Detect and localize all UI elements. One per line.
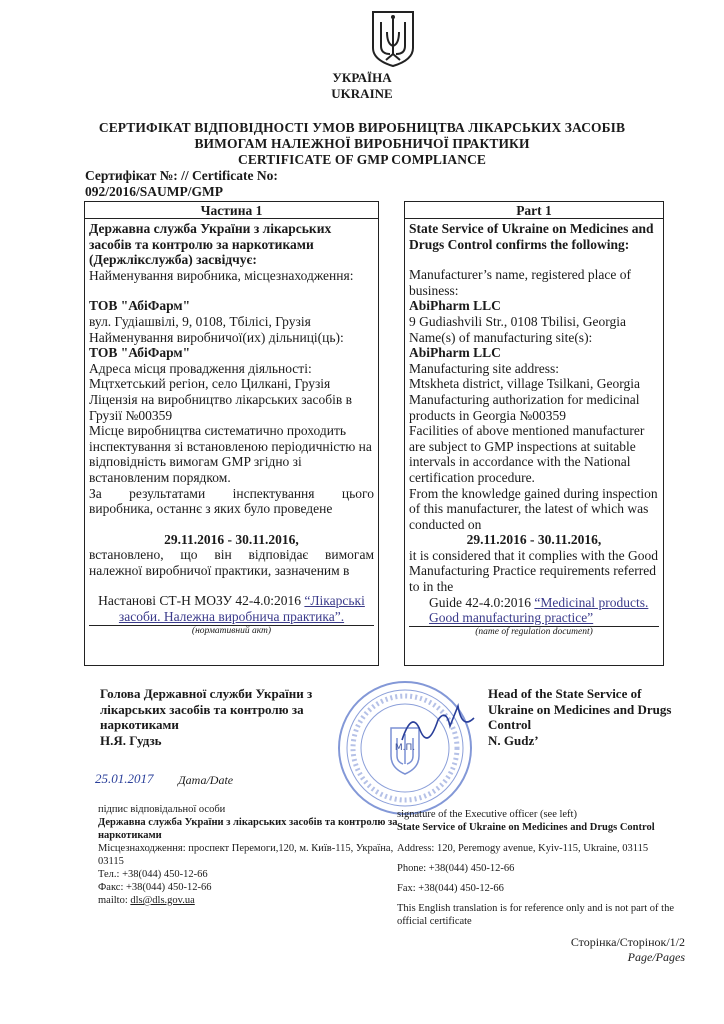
results-text-uk-line1: За результатами інспектування цього — [89, 485, 374, 501]
country-name-en: UKRAINE — [331, 86, 393, 101]
mail-prefix: mailto: — [98, 895, 131, 906]
page-counter-en: Page/Pages — [627, 950, 685, 964]
org-tel-uk: Тел.: +38(044) 450-12-66 — [98, 869, 208, 880]
country-name-uk: УКРАЇНА — [332, 70, 392, 85]
guide-prefix-en: Guide 42-4.0:2016 — [429, 594, 535, 610]
part-column-uk — [84, 219, 379, 666]
site-address-uk: Мцтхетський регіон, село Цилкані, Грузія — [89, 376, 331, 392]
email-link[interactable]: dls@dls.gov.ua — [130, 895, 195, 906]
certificate-title-uk-line2: ВИМОГАМ НАЛЕЖНОЇ ВИРОБНИЧОЇ ПРАКТИКИ — [194, 136, 530, 151]
trident-coat-of-arms-icon — [370, 10, 416, 68]
org-address-uk: Місцезнаходження: проспект Перемоги,120, м. Київ-115, Україна, 03115 — [98, 843, 394, 867]
license-uk: Ліцензія на виробництво лікарських засобів в Грузії №00359 — [89, 391, 353, 423]
site-address-label-uk: Адреса місця провадження діяльності: — [89, 360, 312, 376]
signatory-block-en — [488, 686, 688, 748]
manufacturer-name-uk: ТОВ "АбіФарм" — [89, 298, 191, 314]
seal-mark-text: М.П. — [394, 743, 416, 753]
contacts-uk — [98, 803, 398, 907]
manufacturer-address-uk: вул. Гудіашвілі, 9, 0108, Тбілісі, Грузія — [89, 313, 311, 329]
guide-reference-uk — [89, 593, 374, 625]
signatory-block-uk — [100, 686, 360, 748]
guide-reference-en — [409, 595, 659, 627]
inspection-text-en: Facilities of above mentioned manufacturer are subject to GMP inspections at suitable intervals in accordance with the National certification procedure. — [409, 423, 645, 485]
sites-label-en: Name(s) of manufacturing site(s): — [409, 329, 593, 345]
contacts-en — [397, 808, 697, 928]
certificate-number-label: Сертифікат №: // Certificate No: — [85, 168, 278, 183]
translation-disclaimer: This English translation is for reference only and is not part of the official certificate — [397, 903, 675, 927]
head-title-en: Head of the State Service of Ukraine on Medicines and Drugs Control — [488, 686, 672, 732]
guide-prefix-uk: Настанові СТ-Н МОЗУ 42-4.0:2016 — [98, 593, 305, 609]
org-fax-uk: Факс: +38(044) 450-12-66 — [98, 882, 212, 893]
site-address-en: Mtskheta district, village Tsilkani, Georgia — [409, 376, 641, 392]
knowledge-text-en: From the knowledge gained during inspection of this manufacturer, the latest of which was conducted on — [409, 485, 658, 532]
complies-text-uk-line2: належної виробничої практики, зазначеним в — [89, 562, 350, 578]
part-heading-uk: Частина 1 — [84, 201, 379, 219]
guide-note-uk: (нормативний акт) — [191, 625, 272, 636]
site-address-label-en: Manufacturing site address: — [409, 360, 559, 376]
head-name-uk: Н.Я. Гудзь — [100, 732, 162, 748]
site-name-uk: ТОВ "АбіФарм" — [89, 345, 191, 361]
signature-note-uk: підпис відповідальної особи — [98, 804, 226, 815]
authority-statement-uk: Державна служба України з лікарських засобів та контролю за наркотиками (Держлікслужба) засвідчує: — [89, 221, 332, 268]
manufacturer-label-uk: Найменування виробника, місцезнаходження: — [89, 267, 354, 283]
manufacturer-address-en: 9 Gudiashvili Str., 0108 Tbilisi, Georgia — [409, 313, 627, 329]
org-phone-en: Phone: +38(044) 450-12-66 — [397, 863, 515, 874]
certificate-title-en: CERTIFICATE OF GMP COMPLIANCE — [237, 152, 487, 167]
part-heading-en: Part 1 — [404, 201, 664, 219]
org-mail-uk — [98, 894, 398, 907]
head-name-en: N. Gudz’ — [488, 732, 539, 748]
inspection-text-uk: Місце виробництва систематично проходить інспектування зі встановленою періодичністю на відповідність вимогам GMP згідно зі встановленим порядком. — [89, 423, 372, 485]
signature-note-en: signature of the Executive officer (see left) — [397, 809, 577, 820]
complies-text-uk-line1: встановлено, що він відповідає вимогам — [89, 547, 374, 563]
part-column-en — [404, 219, 664, 666]
org-name-uk: Державна служба України з лікарських засобів та контролю за наркотиками — [98, 817, 398, 841]
inspection-dates-en: 29.11.2016 - 30.11.2016, — [466, 532, 602, 548]
authority-statement-en: State Service of Ukraine on Medicines and Drugs Control confirms the following: — [409, 221, 654, 252]
org-address-en: Address: 120, Peremogy avenue, Kyiv-115, Ukraine, 03115 — [397, 843, 649, 854]
page-counter-uk: Сторінка/Сторінок/1/2 — [570, 935, 685, 949]
handwritten-date: 25.01.2017 — [95, 771, 154, 786]
sites-label-uk: Найменування виробничої(их) дільниці(ць): — [89, 329, 344, 345]
org-fax-en: Fax: +38(044) 450-12-66 — [397, 883, 504, 894]
org-name-en: State Service of Ukraine on Medicines and Drugs Control — [397, 822, 655, 833]
manufacturer-label-en: Manufacturer’s name, registered place of business: — [409, 267, 632, 298]
guide-note-en: (name of regulation document) — [475, 626, 593, 637]
certificate-title-uk-line1: СЕРТИФІКАТ ВІДПОВІДНОСТІ УМОВ ВИРОБНИЦТВА ЛІКАРСЬКИХ ЗАСОБІВ — [98, 120, 626, 135]
date-label: Дата/Date — [178, 773, 234, 787]
handwritten-signature-icon — [398, 700, 478, 750]
license-en: Manufacturing authorization for medicinal products in Georgia №00359 — [409, 391, 640, 423]
complies-text-en: it is considered that it complies with the Good Manufacturing Practice requirements referred to in the — [409, 547, 658, 595]
inspection-dates-uk: 29.11.2016 - 30.11.2016, — [164, 531, 299, 547]
guide-link-en[interactable]: “Medicinal products. Good manufacturing practice” — [429, 594, 649, 626]
manufacturer-name-en: AbiPharm LLC — [409, 298, 501, 314]
guide-link-uk[interactable]: “Лікарські засоби. Належна виробнича практика”. — [118, 593, 365, 625]
results-text-uk-line2: виробника, останнє з яких було проведене — [89, 501, 333, 517]
head-title-uk: Голова Державної служби України з лікарських засобів та контролю за наркотиками — [100, 686, 313, 732]
certificate-number: 092/2016/SAUMP/GMP — [85, 184, 223, 199]
site-name-en: AbiPharm LLC — [409, 345, 501, 361]
